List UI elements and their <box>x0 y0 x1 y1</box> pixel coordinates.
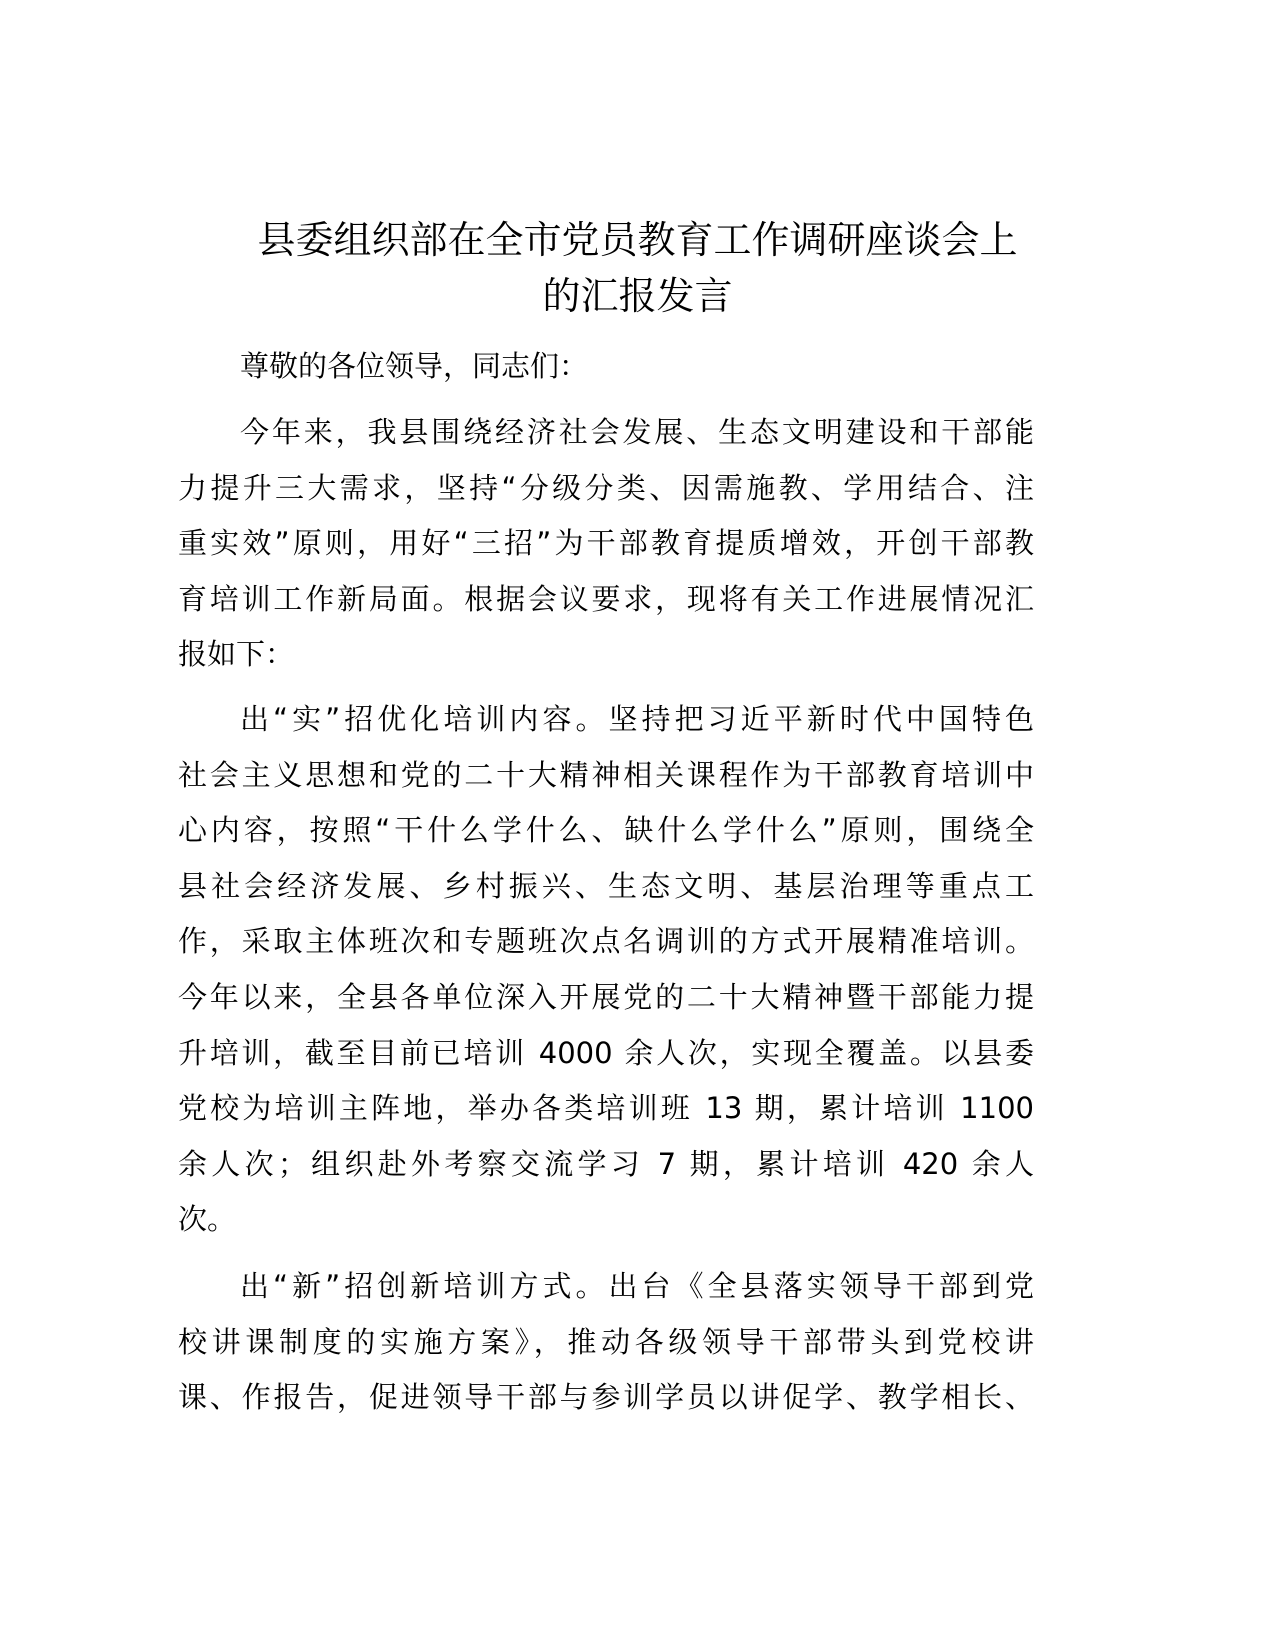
paragraph-line: 余人次；组织赴外考察交流学习 7 期，累计培训 420 余人 <box>178 1146 1034 1181</box>
paragraph-line: 县社会经济发展、乡村振兴、生态文明、基层治理等重点工 <box>178 868 1034 903</box>
title-line-2: 的汇报发言 <box>542 274 733 318</box>
paragraph-content <box>178 692 1034 1248</box>
paragraph-line: 次。 <box>178 1202 237 1237</box>
paragraph-line: 升培训，截至目前已培训 4000 余人次，实现全覆盖。以县委 <box>178 1035 1034 1070</box>
paragraph-line: 重实效”原则，用好“三招”为干部教育提质增效，开创干部教 <box>178 526 1034 561</box>
paragraph-line: 校讲课制度的实施方案》，推动各级领导干部带头到党校讲 <box>178 1324 1034 1359</box>
paragraph-line: 力提升三大需求，坚持“分级分类、因需施教、学用结合、注 <box>178 470 1034 505</box>
paragraph-line: 今年以来，全县各单位深入开展党的二十大精神暨干部能力提 <box>178 979 1034 1014</box>
paragraph-line: 心内容，按照“干什么学什么、缺什么学什么”原则，围绕全 <box>178 813 1034 848</box>
paragraph-line: 社会主义思想和党的二十大精神相关课程作为干部教育培训中 <box>178 757 1034 792</box>
paragraph-line: 课、作报告，促进领导干部与参训学员以讲促学、教学相长、 <box>178 1380 1034 1415</box>
paragraph-intro <box>178 405 1034 683</box>
paragraph-line: 党校为培训主阵地，举办各类培训班 13 期，累计培训 1100 <box>178 1091 1034 1126</box>
salutation <box>178 339 1034 395</box>
paragraph-line: 作，采取主体班次和专题班次点名调训的方式开展精准培训。 <box>178 924 1034 959</box>
paragraph-line: 今年来，我县围绕经济社会发展、生态文明建设和干部能 <box>240 415 1034 449</box>
paragraph-line: 出“实”招优化培训内容。坚持把习近平新时代中国特色 <box>240 702 1034 736</box>
salutation-text: 尊敬的各位领导，同志们： <box>240 349 589 383</box>
paragraph-line: 出“新”招创新培训方式。出台《全县落实领导干部到党 <box>240 1269 1034 1303</box>
paragraph-line: 育培训工作新局面。根据会议要求，现将有关工作进展情况汇 <box>178 581 1034 616</box>
paragraph-method <box>178 1259 1034 1426</box>
paragraph-line: 报如下： <box>178 637 295 672</box>
document-title <box>150 212 1125 324</box>
title-line-1: 县委组织部在全市党员教育工作调研座谈会上 <box>257 218 1018 262</box>
